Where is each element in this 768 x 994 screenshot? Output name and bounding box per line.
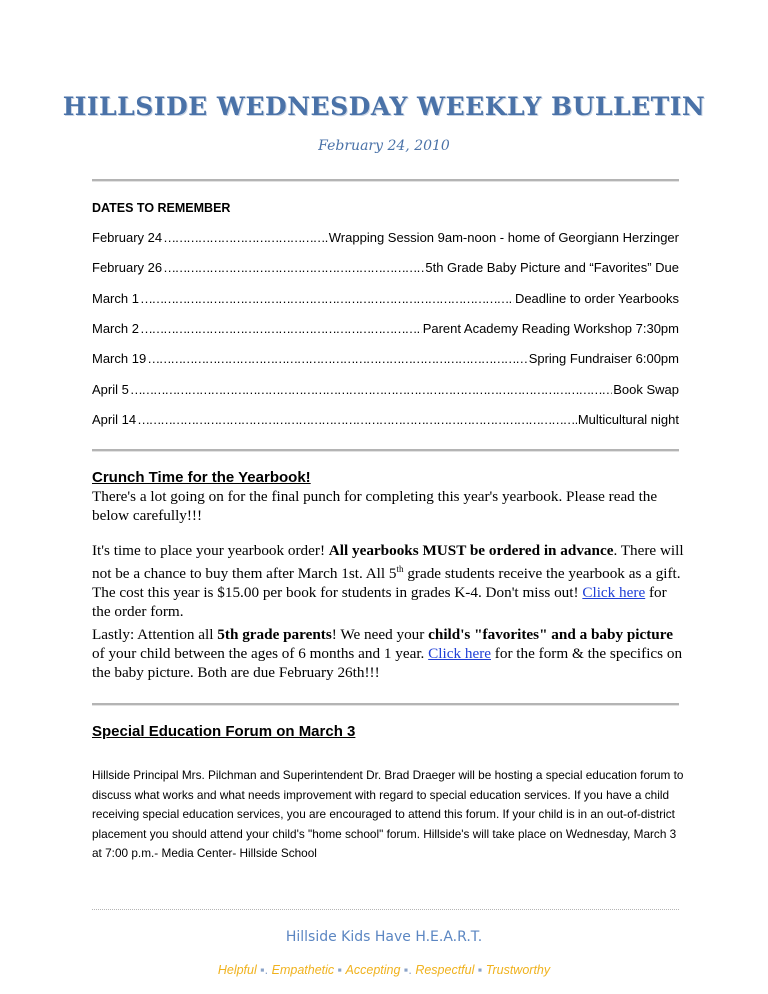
value-accepting: Accepting [345,963,401,977]
value-separator: ▪. [256,963,272,977]
date-row [92,291,679,306]
value-separator: ▪ [474,963,486,977]
date-row [92,351,679,366]
date-row [92,260,679,275]
date-row [92,412,679,427]
value-separator: ▪ [334,963,346,977]
date-row-date: March 2 [92,321,139,336]
date-row-date: March 1 [92,291,139,306]
divider [92,703,679,706]
date-row-event: Book Swap [613,382,679,397]
date-row-event: Deadline to order Yearbooks [514,291,679,306]
divider [92,449,679,452]
date-row-date: February 26 [92,260,163,275]
bulletin-date: February 24, 2010 [318,138,450,154]
value-empathetic: Empathetic [271,963,335,977]
dot-leader [137,412,577,427]
favorites-form-link[interactable]: Click here [428,645,491,662]
value-helpful: Helpful [217,963,257,977]
date-row [92,321,679,336]
footer-motto: Hillside Kids Have H.E.A.R.T. [285,929,483,945]
date-row-event: Spring Fundraiser 6:00pm [528,351,679,366]
dates-heading: DATES TO REMEMBER [92,201,231,215]
date-row-date: April 14 [92,412,137,427]
date-row-event: Parent Academy Reading Workshop 7:30pm [422,321,679,336]
divider [92,179,679,182]
date-row-date: March 19 [92,351,147,366]
forum-heading: Special Education Forum on March 3 [92,723,356,740]
yearbook-order-paragraph: It's time to place your yearbook order! All yearbooks MUST be ordered in advance. There will not be a chance to buy them after March 1st. All 5th grade students receive the yearbook as a gift. The cost this year is $15.00 per book for students in grades K-4. Don't miss out! Click here for the order form. [92,542,684,621]
value-trustworthy: Trustworthy [485,963,551,977]
dot-leader [140,291,514,306]
yearbook-favorites-paragraph: Lastly: Attention all 5th grade parents! We need your child's "favorites" and a baby picture of your child between the ages of 6 months and 1 year. Click here for the form & the specifics on the baby picture. Both are due February 26th!!! [92,626,683,681]
order-form-link[interactable]: Click here [582,584,646,602]
value-respectful: Respectful [415,963,475,977]
yearbook-intro: There's a lot going on for the final punch for completing this year's yearbook. Please read the below carefully!!! [92,488,658,524]
value-separator: ▪. [400,963,416,977]
date-row [92,230,679,245]
dot-leader [140,321,422,336]
date-row-date: February 24 [92,230,163,245]
dot-leader [147,351,527,366]
date-row-event: 5th Grade Baby Picture and “Favorites” Due [425,260,679,275]
date-row-event: Wrapping Session 9am-noon - home of Georgiann Herzinger [328,230,679,245]
dot-leader [163,230,328,245]
yearbook-heading: Crunch Time for the Yearbook! [92,469,311,486]
date-row-event: Multicultural night [577,412,679,427]
forum-body: Hillside Principal Mrs. Pilchman and Superintendent Dr. Brad Draeger will be hosting a special education forum to discuss what works and what needs improvement with regard to special education services. If you have a child receiving special education services, you are encouraged to attend this forum. If your child is in an out-of-district placement you should attend your child's "home school" forum. Hillside's will take place on Wednesday, March 3 at 7:00 p.m.- Media Center- Hillside School [92,768,684,860]
footer-values [0,963,768,977]
date-row [92,382,679,397]
footer-divider [92,909,679,910]
date-row-date: April 5 [92,382,129,397]
dot-leader [130,382,612,397]
dot-leader [163,260,424,275]
bulletin-title: HILLSIDE WEDNESDAY WEEKLY BULLETIN [62,92,706,121]
